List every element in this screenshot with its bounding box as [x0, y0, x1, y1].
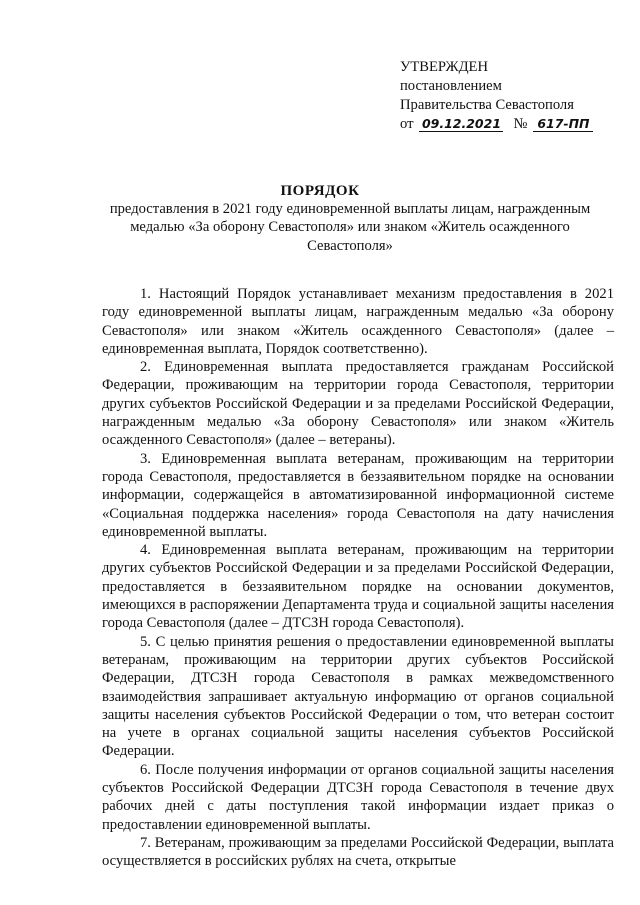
approval-line-resolution: постановлением: [400, 78, 502, 94]
document-body: [102, 285, 614, 871]
document-subtitle: предоставления в 2021 году единовременной выплаты лицам, награжденным медалью «За оборону Севастополя» или знаком «Житель осажденного Севастополя»: [109, 201, 591, 254]
paragraph-7: 7. Ветеранам, проживающим за пределами Российской Федерации, выплата осуществляется в российских рублях на счета, открытые: [102, 834, 614, 870]
paragraph-6: 6. После получения информации от органов социальной защиты населения субъектов Российской Федерации ДТСЗН города Севастополя в течение двух рабочих дней с даты поступления такой информации издает приказ о предоставлении единовременной выплаты.: [102, 761, 614, 833]
paragraph-2: 2. Единовременная выплата предоставляется гражданам Российской Федерации, проживающим на территории города Севастополя, территории других субъектов Российской Федерации и за пределами Российской Федерации, награжденным медалью «За оборону Севастополя» или знаком «Житель осажденного Севастополя» (далее – ветераны).: [102, 359, 614, 449]
paragraph-3: 3. Единовременная выплата ветеранам, проживающим на территории города Севастополя, предоставляется в беззаявительном порядке на основании информации, содержащейся в автоматизированной информационной системе «Социальная поддержка населения» города Севастополя на дату начисления единовременной выплаты.: [102, 450, 614, 540]
approval-stamp: [400, 58, 620, 134]
document-title: ПОРЯДОК: [280, 183, 360, 199]
approval-date-number-line: [400, 115, 620, 134]
paragraph-1: 1. Настоящий Порядок устанавливает механизм предоставления в 2021 году единовременной выплаты лицам, награжденным медалью «За оборону Севастополя» или знаком «Житель осажденного Севастополя» (далее – единовременная выплата, Порядок соответственно).: [102, 286, 614, 357]
handwritten-number: 617-ПП: [533, 117, 593, 132]
approval-line-government: Правительства Севастополя: [400, 97, 574, 113]
date-prefix: от: [400, 116, 414, 132]
approval-heading: УТВЕРЖДЕН: [400, 59, 488, 75]
paragraph-4: 4. Единовременная выплата ветеранам, проживающим на территории других субъектов Российской Федерации и за пределами Российской Федерации, предоставляется в беззаявительном порядке на основании документов, имеющихся в распоряжении Департамента труда и социальной защиты населения города Севастополя (далее – ДТСЗН города Севастополя).: [102, 542, 614, 632]
handwritten-date: 09.12.2021: [419, 117, 503, 132]
number-sign: №: [513, 116, 528, 132]
paragraph-5: 5. С целью принятия решения о предоставлении единовременной выплаты ветеранам, проживающим на территории других субъектов Российской Федерации, ДТСЗН города Севастополя в рамках межведомственного взаимодействия запрашивает актуальную информацию от органов социальной защиты населения субъектов Российской Федерации о том, что ветеран состоит на учете в органах социальной защиты населения субъектов Российской Федерации.: [102, 633, 614, 760]
